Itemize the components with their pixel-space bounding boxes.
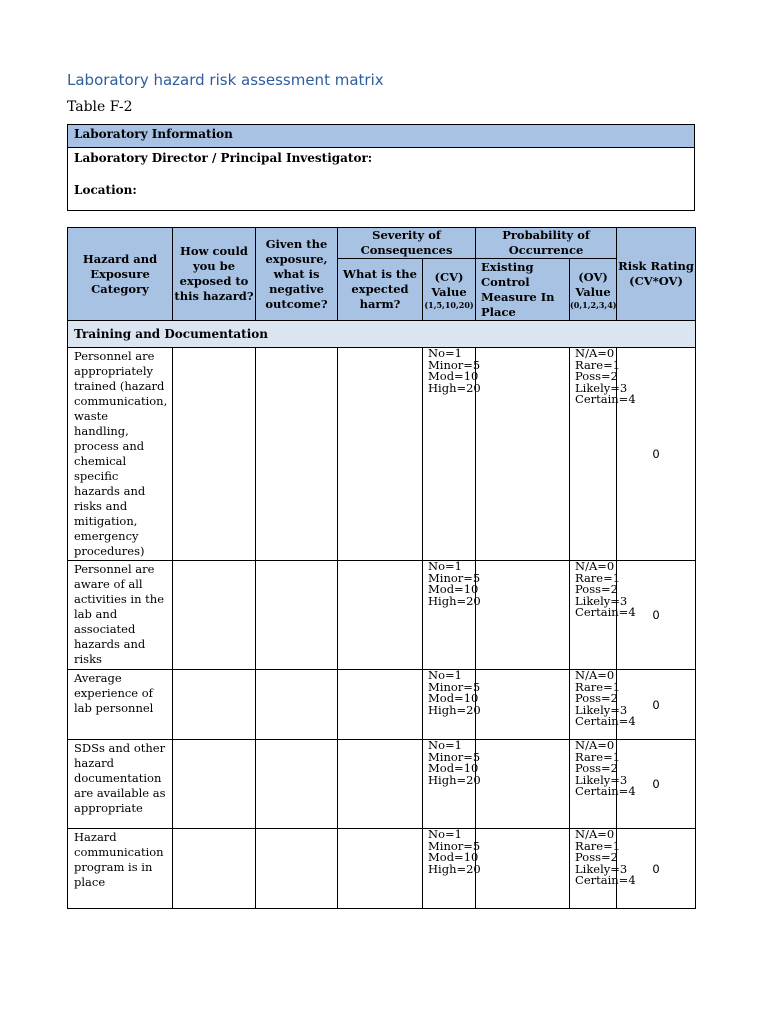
risk-matrix-table — [67, 227, 696, 909]
existing-cell[interactable] — [476, 348, 570, 561]
expected-cell[interactable] — [338, 561, 423, 670]
given-cell[interactable] — [256, 561, 338, 670]
severity-group-header: Severity of Consequences — [338, 228, 476, 259]
info-body — [68, 148, 695, 211]
col-cv-header — [423, 259, 476, 321]
cv-label: (CV) Value — [431, 269, 467, 299]
col-expected-header: What is the expected harm? — [338, 259, 423, 321]
col-ov-header — [570, 259, 617, 321]
hazard-cell: Personnel are aware of all activities in the lab and associated hazards and risks — [68, 561, 173, 670]
expected-cell[interactable] — [338, 348, 423, 561]
given-cell[interactable] — [256, 740, 338, 829]
how-cell[interactable] — [173, 740, 256, 829]
given-cell[interactable] — [256, 348, 338, 561]
ov-key-cell: N/A=0 Rare=1 Poss=2 Likely=3 Certain=4 — [570, 670, 617, 740]
cv-key-cell: No=1 Minor=5 Mod=10 High=20 — [423, 740, 476, 829]
document-title: Laboratory hazard risk assessment matrix — [67, 71, 384, 89]
existing-cell[interactable] — [476, 829, 570, 909]
hazard-cell: Hazard communication program is in place — [68, 829, 173, 909]
risk-cell: 0 — [617, 829, 696, 909]
director-label: Laboratory Director / Principal Investigator: — [74, 151, 373, 165]
cv-key-cell: No=1 Minor=5 Mod=10 High=20 — [423, 670, 476, 740]
how-cell[interactable] — [173, 561, 256, 670]
cv-key-cell: No=1 Minor=5 Mod=10 High=20 — [423, 348, 476, 561]
hazard-cell: Personnel are appropriately trained (hazard communication, waste handling, process and chemical specific hazards and risks and mitigation, emergency procedures) — [68, 348, 173, 561]
cv-key-cell: No=1 Minor=5 Mod=10 High=20 — [423, 561, 476, 670]
given-cell[interactable] — [256, 829, 338, 909]
risk-cell: 0 — [617, 670, 696, 740]
table-row — [68, 670, 696, 740]
table-row — [68, 829, 696, 909]
cv-key-cell: No=1 Minor=5 Mod=10 High=20 — [423, 829, 476, 909]
existing-cell[interactable] — [476, 670, 570, 740]
how-cell[interactable] — [173, 829, 256, 909]
ov-key-cell: N/A=0 Rare=1 Poss=2 Likely=3 Certain=4 — [570, 561, 617, 670]
col-hazard-header: Hazard and Exposure Category — [68, 228, 173, 321]
ov-label: (OV) Value — [575, 269, 611, 299]
risk-cell: 0 — [617, 561, 696, 670]
table-row — [68, 348, 696, 561]
how-cell[interactable] — [173, 670, 256, 740]
risk-cell: 0 — [617, 348, 696, 561]
ov-key-cell: N/A=0 Rare=1 Poss=2 Likely=3 Certain=4 — [570, 348, 617, 561]
col-given-header: Given the exposure, what is negative outcome? — [256, 228, 338, 321]
how-cell[interactable] — [173, 348, 256, 561]
given-cell[interactable] — [256, 670, 338, 740]
col-risk-header: Risk Rating (CV*OV) — [617, 228, 696, 321]
hazard-cell: Average experience of lab personnel — [68, 670, 173, 740]
existing-cell[interactable] — [476, 740, 570, 829]
location-label: Location: — [74, 183, 137, 197]
cv-scale: (1,5,10,20) — [424, 299, 474, 310]
expected-cell[interactable] — [338, 670, 423, 740]
expected-cell[interactable] — [338, 829, 423, 909]
info-header: Laboratory Information — [68, 125, 695, 148]
table-row — [68, 561, 696, 670]
section-header: Training and Documentation — [68, 321, 696, 348]
ov-key-cell: N/A=0 Rare=1 Poss=2 Likely=3 Certain=4 — [570, 740, 617, 829]
table-row — [68, 740, 696, 829]
hazard-cell: SDSs and other hazard documentation are available as appropriate — [68, 740, 173, 829]
risk-cell: 0 — [617, 740, 696, 829]
expected-cell[interactable] — [338, 740, 423, 829]
table-label: Table F-2 — [67, 99, 133, 115]
col-existing-header: Existing Control Measure In Place — [476, 259, 570, 321]
laboratory-info-table — [67, 124, 695, 211]
ov-scale: (0,1,2,3,4) — [570, 299, 617, 310]
col-how-header: How could you be exposed to this hazard? — [173, 228, 256, 321]
existing-cell[interactable] — [476, 561, 570, 670]
probability-group-header: Probability of Occurrence — [476, 228, 617, 259]
ov-key-cell: N/A=0 Rare=1 Poss=2 Likely=3 Certain=4 — [570, 829, 617, 909]
